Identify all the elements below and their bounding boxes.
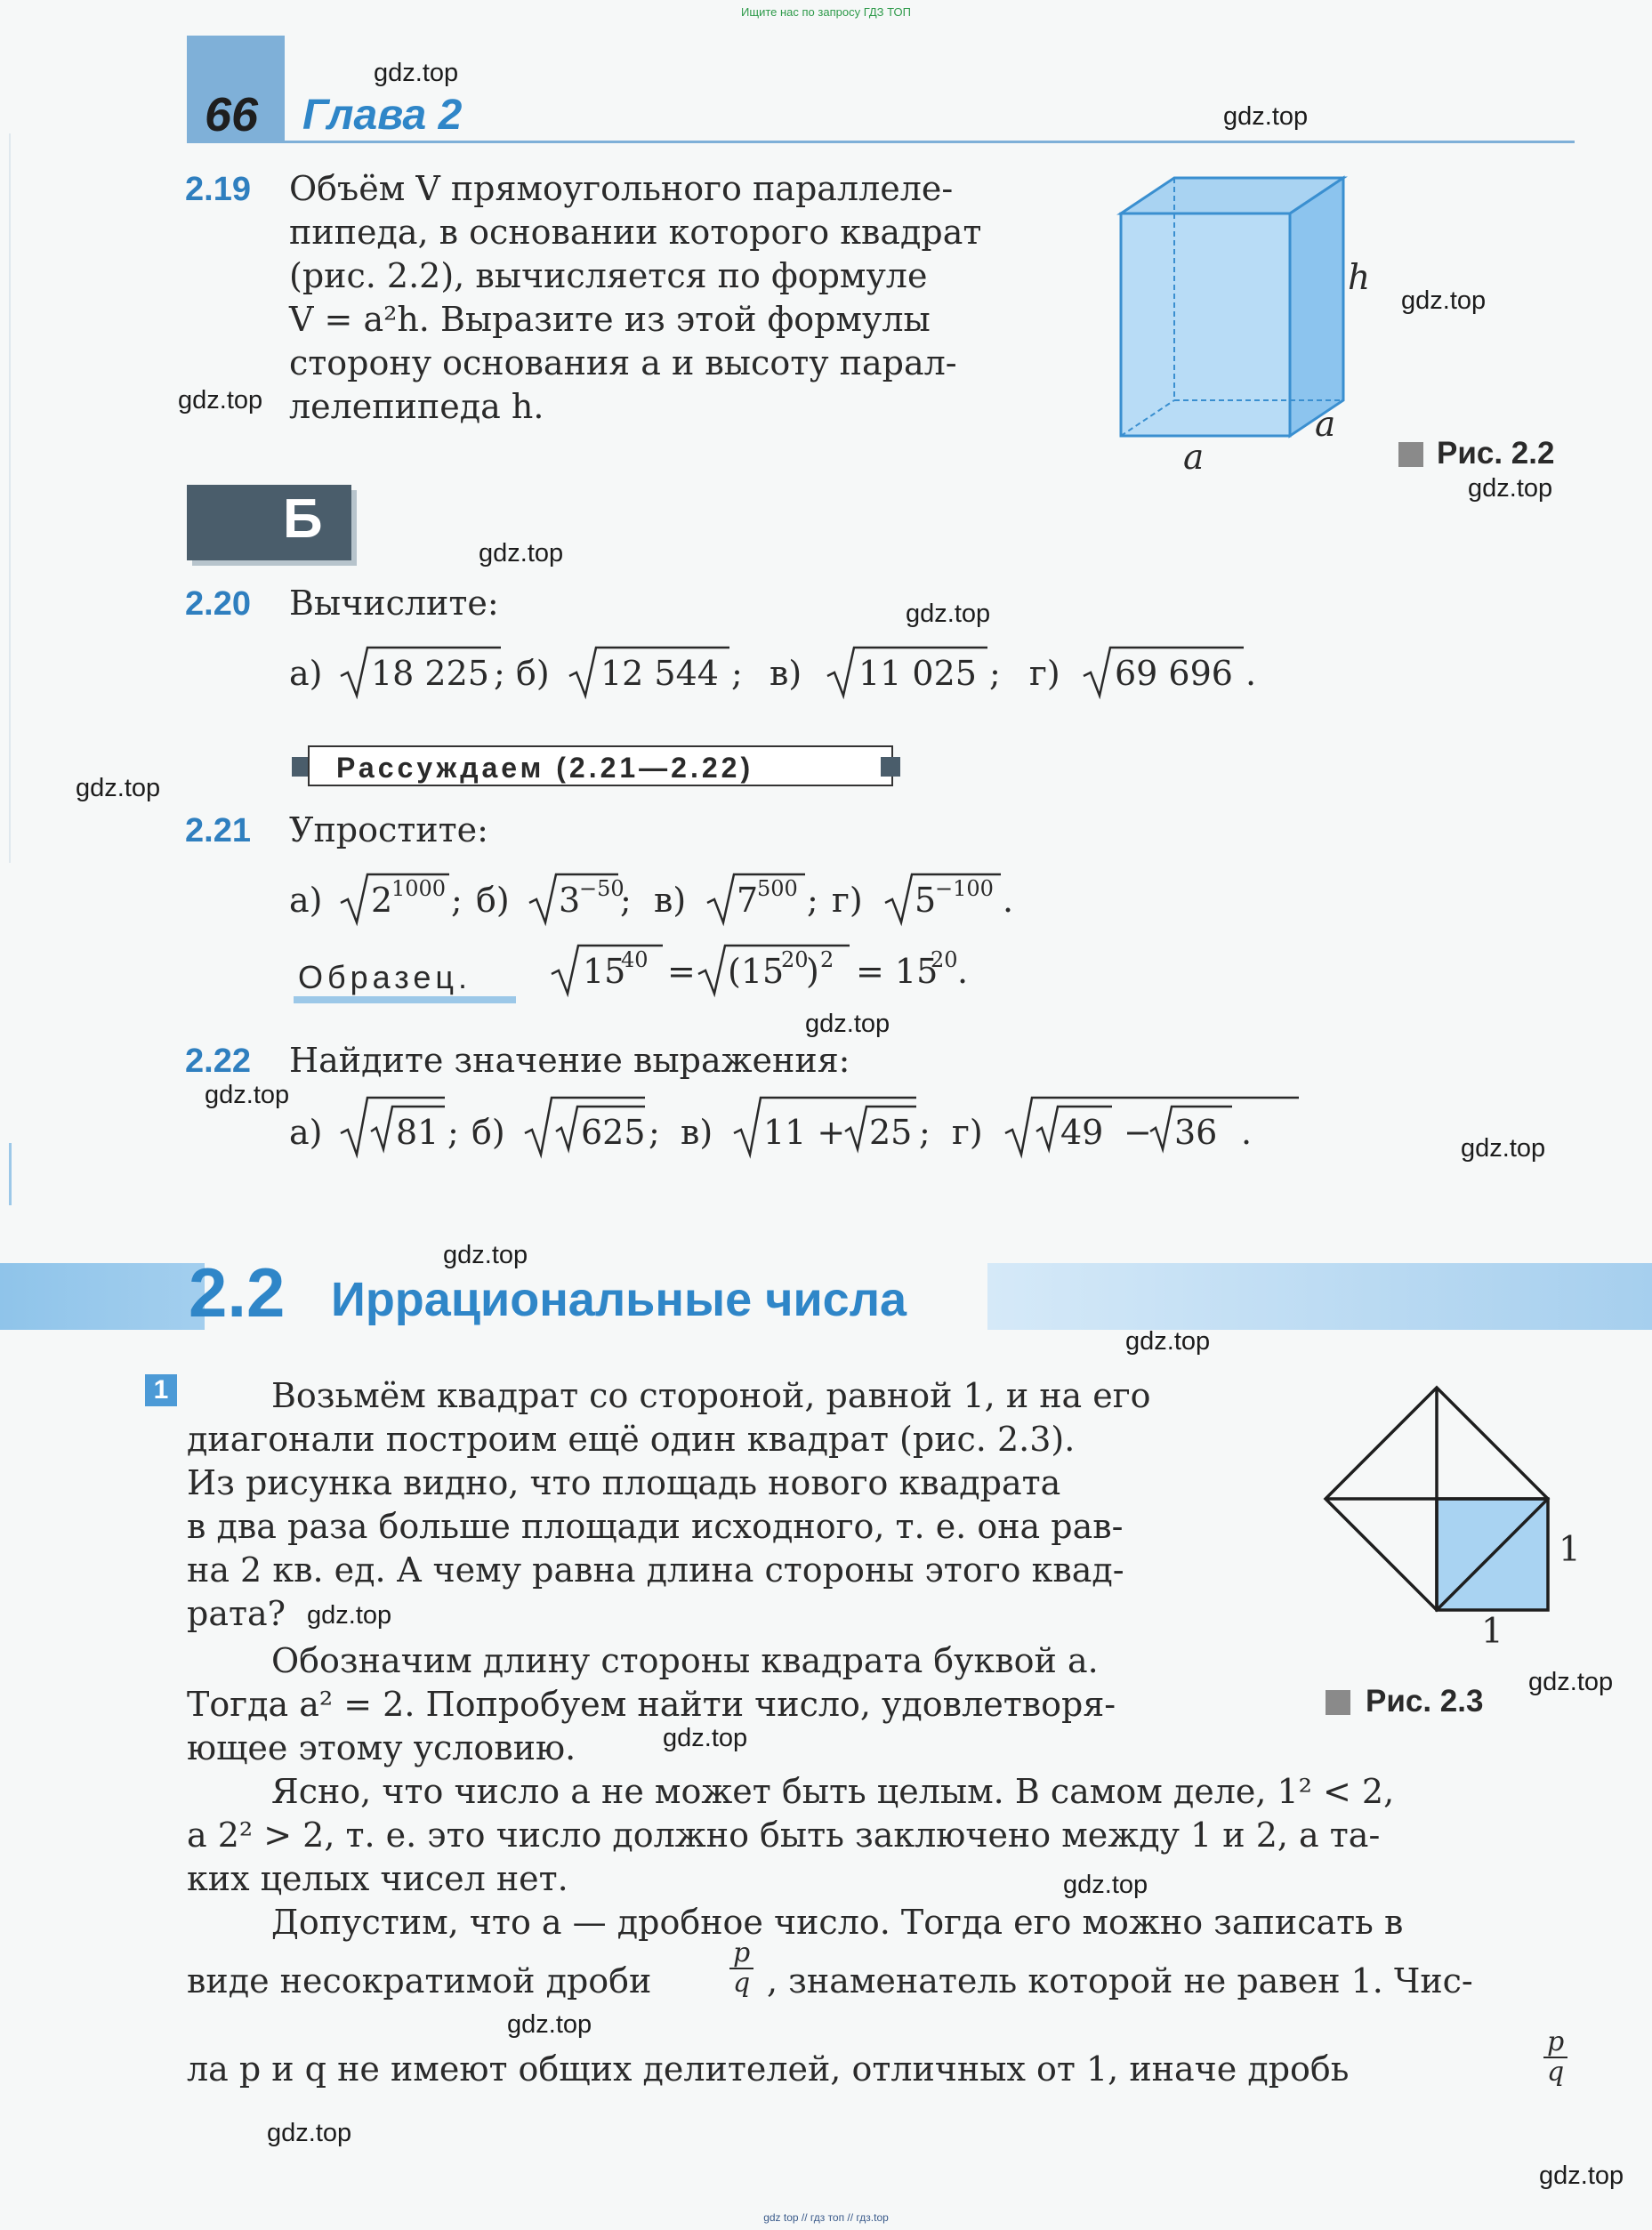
item-label: а) bbox=[289, 881, 323, 920]
fig-2-3-label-bottom: 1 bbox=[1481, 1612, 1503, 1652]
caption-square-icon bbox=[1326, 1690, 1350, 1715]
problem-2-19-line: лелепипеда h. bbox=[289, 387, 544, 426]
fig-2-3-caption: Рис. 2.3 bbox=[1366, 1684, 1484, 1719]
problem-2-19-line: V = a²h. Выразите из этой формулы bbox=[289, 300, 931, 339]
watermark: gdz.top bbox=[1125, 1327, 1211, 1356]
watermark: gdz.top bbox=[479, 539, 564, 568]
svg-text:(15: (15 bbox=[728, 952, 785, 991]
watermark: gdz.top bbox=[1461, 1134, 1546, 1163]
svg-text:20: 20 bbox=[931, 947, 958, 972]
bottom-banner: gdz top // гдз топ // гдз.top bbox=[763, 2211, 889, 2224]
figure-2-3-squares bbox=[1321, 1374, 1588, 1650]
page-number: 66 bbox=[205, 88, 259, 141]
item-label: г) bbox=[1029, 654, 1060, 693]
base: 7 bbox=[737, 881, 759, 920]
top-banner: Ищите нас по запросу ГДЗ ТОП bbox=[741, 5, 911, 19]
body-line: Из рисунка видно, что площадь нового квадрата bbox=[187, 1463, 1061, 1502]
svg-text:.: . bbox=[1245, 654, 1257, 693]
body-paragraph-1: Возьмём квадрат со стороной, равной 1, и на его bbox=[271, 1376, 1151, 1415]
watermark: gdz.top bbox=[205, 1081, 290, 1109]
problem-2-20-text: Вычислите: bbox=[289, 584, 499, 623]
item-label: б) bbox=[476, 881, 510, 920]
svg-text:;: ; bbox=[447, 1113, 459, 1152]
reasoning-box: Рассуждаем (2.21—2.22) bbox=[308, 745, 893, 786]
watermark: gdz.top bbox=[1401, 286, 1487, 315]
fig-2-2-caption: Рис. 2.2 bbox=[1437, 436, 1555, 471]
item-label: б) bbox=[516, 654, 550, 693]
body-line: а 2² > 2, т. е. это число должно быть заключено между 1 и 2, а та- bbox=[187, 1815, 1381, 1855]
sample-label: Образец. bbox=[298, 959, 472, 995]
problem-2-19-line: сторону основания a и высоту парал- bbox=[289, 343, 957, 382]
caption-square-icon bbox=[1398, 442, 1423, 467]
sample-underline bbox=[294, 996, 516, 1003]
body-line: ла p и q не имеют общих делителей, отличных от 1, иначе дробь bbox=[187, 2049, 1350, 2089]
watermark: gdz.top bbox=[374, 59, 459, 87]
margin-bar bbox=[9, 1143, 12, 1205]
svg-text:−: − bbox=[1124, 1113, 1152, 1152]
svg-text:;: ; bbox=[494, 654, 505, 693]
body-line: ющее этому условию. bbox=[187, 1728, 576, 1767]
watermark: gdz.top bbox=[267, 2119, 352, 2147]
watermark: gdz.top bbox=[178, 386, 263, 415]
svg-text:15: 15 bbox=[583, 952, 626, 991]
watermark: gdz.top bbox=[805, 1010, 890, 1038]
problem-number-2-19: 2.19 bbox=[185, 171, 251, 208]
problem-2-21-expressions bbox=[289, 867, 1090, 930]
body-line: на 2 кв. ед. А чему равна длина стороны этого квад- bbox=[187, 1550, 1124, 1590]
body-line: рата? bbox=[187, 1594, 286, 1633]
svg-text:): ) bbox=[806, 952, 819, 991]
level-b-badge bbox=[187, 485, 351, 560]
item-label: в) bbox=[770, 654, 802, 693]
problem-2-19-text bbox=[289, 167, 1090, 429]
item-label: в) bbox=[654, 881, 687, 920]
level-b-letter: Б bbox=[283, 488, 323, 550]
svg-text:81: 81 bbox=[396, 1113, 439, 1152]
problem-2-22-text: Найдите значение выражения: bbox=[289, 1041, 850, 1080]
base: 2 bbox=[371, 881, 393, 920]
watermark: gdz.top bbox=[663, 1724, 748, 1752]
watermark: gdz.top bbox=[1063, 1871, 1148, 1899]
body-line: Обозначим длину стороны квадрата буквой a. bbox=[271, 1641, 1099, 1680]
fig-2-2-label-h: h bbox=[1348, 258, 1371, 298]
problem-2-22-expressions bbox=[289, 1092, 1339, 1163]
body-line: Ясно, что число a не может быть целым. В самом деле, 1² < 2, bbox=[271, 1772, 1395, 1811]
item-label: а) bbox=[289, 654, 323, 693]
problem-2-19-line: пипеда, в основании которого квадрат bbox=[289, 213, 982, 252]
radicand: 11 025 bbox=[858, 654, 977, 693]
svg-text:25: 25 bbox=[869, 1113, 913, 1152]
watermark: gdz.top bbox=[443, 1241, 528, 1269]
svg-text:;: ; bbox=[620, 881, 632, 920]
watermark: gdz.top bbox=[507, 2010, 592, 2039]
svg-text:;: ; bbox=[989, 654, 1001, 693]
svg-text:=: = bbox=[667, 952, 696, 991]
radicand: 18 225 bbox=[371, 654, 489, 693]
exponent: −100 bbox=[935, 876, 994, 901]
body-line: в два раза больше площади исходного, т. е. она рав- bbox=[187, 1507, 1124, 1546]
exponent: 1000 bbox=[391, 876, 447, 901]
body-line: диагонали построим ещё один квадрат (рис. 2.3). bbox=[187, 1420, 1076, 1459]
fig-2-2-label-a-front: a bbox=[1183, 438, 1205, 478]
problem-2-19-line: (рис. 2.2), вычисляется по формуле bbox=[289, 256, 928, 295]
radicand: 12 544 bbox=[600, 654, 719, 693]
figure-2-2-parallelepiped bbox=[1103, 169, 1423, 480]
svg-text:;: ; bbox=[731, 654, 743, 693]
svg-text:40: 40 bbox=[621, 947, 649, 972]
problem-2-21-text: Упростите: bbox=[289, 810, 488, 849]
reasoning-right-square-icon bbox=[881, 757, 900, 777]
svg-text:625: 625 bbox=[581, 1113, 646, 1152]
problem-2-20-expressions bbox=[289, 640, 1285, 703]
svg-text:;: ; bbox=[451, 881, 463, 920]
body-line: Тогда a² = 2. Попробуем найти число, удовлетворя- bbox=[187, 1685, 1116, 1724]
svg-text:36: 36 bbox=[1174, 1113, 1218, 1152]
section-title: Иррациональные числа bbox=[331, 1273, 907, 1326]
svg-text:20: 20 bbox=[781, 947, 809, 972]
paragraph-marker: 1 bbox=[145, 1374, 177, 1406]
base: 3 bbox=[559, 881, 581, 920]
svg-text:.: . bbox=[957, 952, 969, 991]
svg-text:11 +: 11 + bbox=[763, 1113, 846, 1152]
fig-2-3-label-side: 1 bbox=[1559, 1530, 1581, 1570]
svg-text:49: 49 bbox=[1060, 1113, 1104, 1152]
watermark: gdz.top bbox=[1468, 474, 1553, 503]
problem-2-19-line: Объём V прямоугольного параллеле- bbox=[289, 169, 954, 208]
page-edge-line bbox=[9, 133, 11, 863]
item-label: б) bbox=[471, 1113, 505, 1152]
body-line: Допустим, что a — дробное число. Тогда его можно записать в bbox=[271, 1903, 1404, 1942]
sample-formula bbox=[534, 938, 996, 1001]
svg-text:;: ; bbox=[649, 1113, 660, 1152]
body-line: ких целых чисел нет. bbox=[187, 1859, 568, 1898]
item-label: а) bbox=[289, 1113, 323, 1152]
svg-text:.: . bbox=[1003, 881, 1014, 920]
watermark: gdz.top bbox=[1539, 2162, 1624, 2190]
problem-number-2-21: 2.21 bbox=[185, 812, 251, 849]
problem-number-2-22: 2.22 bbox=[185, 1043, 251, 1080]
body-line: виде несократимой дроби bbox=[187, 1961, 652, 2001]
svg-text:2: 2 bbox=[820, 947, 834, 972]
exponent: 500 bbox=[757, 876, 798, 901]
watermark: gdz.top bbox=[1528, 1668, 1614, 1696]
radicand: 69 696 bbox=[1115, 654, 1233, 693]
svg-text:;: ; bbox=[807, 881, 818, 920]
watermark: gdz.top bbox=[76, 774, 161, 802]
fig-2-2-label-a-side: a bbox=[1315, 405, 1336, 445]
base: 5 bbox=[915, 881, 937, 920]
problem-number-2-20: 2.20 bbox=[185, 585, 251, 623]
header-rule bbox=[187, 141, 1575, 143]
svg-text:;: ; bbox=[919, 1113, 931, 1152]
fraction-p-over-q: $\frac{p}{q}$ bbox=[729, 1939, 753, 1998]
watermark: gdz.top bbox=[307, 1601, 392, 1630]
svg-text:= 15: = 15 bbox=[856, 952, 939, 991]
watermark: gdz.top bbox=[1223, 102, 1309, 131]
exponent: −50 bbox=[579, 876, 625, 901]
fraction-p-over-q: $\frac{p}{q}$ bbox=[1543, 2028, 1567, 2087]
item-label: г) bbox=[832, 881, 863, 920]
item-label: в) bbox=[681, 1113, 713, 1152]
item-label: г) bbox=[952, 1113, 983, 1152]
section-number: 2.2 bbox=[189, 1253, 286, 1332]
svg-text:.: . bbox=[1241, 1113, 1253, 1152]
body-line: , знаменатель которой не равен 1. Чис- bbox=[767, 1961, 1473, 2001]
watermark: gdz.top bbox=[906, 600, 991, 628]
chapter-title: Глава 2 bbox=[302, 92, 463, 139]
